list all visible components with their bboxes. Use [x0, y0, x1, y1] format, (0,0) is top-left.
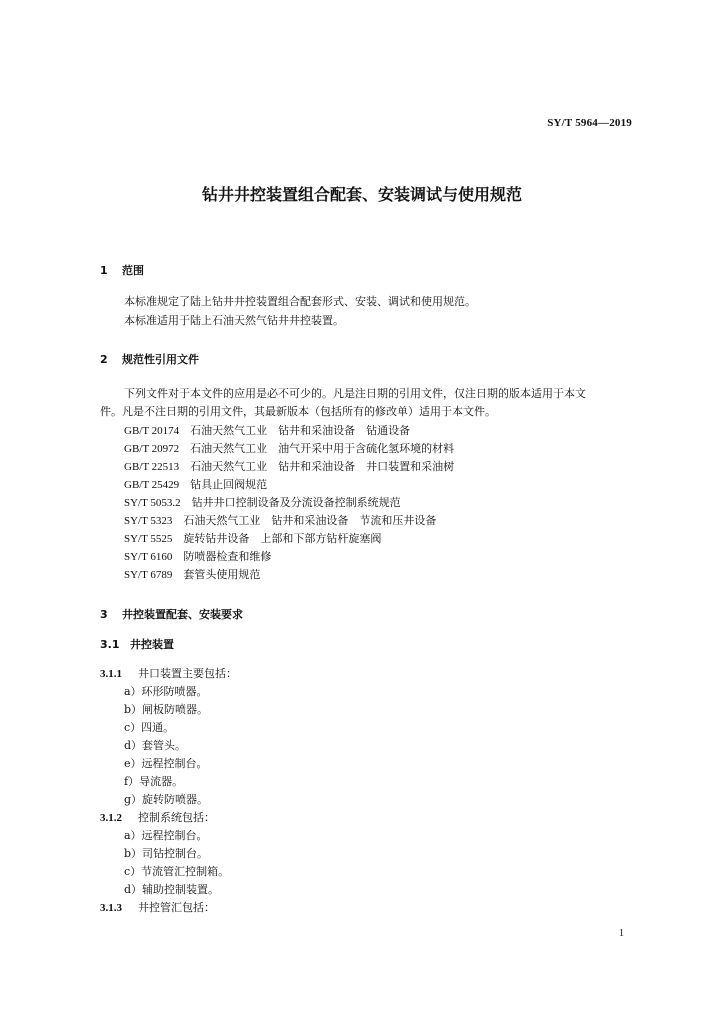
references-intro-line-2: 件。凡是不注日期的引用文件，其最新版本（包括所有的修改单）适用于本文件。	[100, 405, 496, 418]
subsection-title: 井控装置	[130, 638, 174, 651]
reference-item	[124, 494, 401, 510]
reference-title: 石油天然气工业 钻井和采油设备 节流和压井设备	[183, 514, 437, 527]
clause-text: 井控管汇包括：	[138, 901, 215, 914]
reference-title: 石油天然气工业 钻井和采油设备 井口装置和采油树	[190, 460, 455, 473]
reference-title: 套管头使用规范	[183, 568, 261, 581]
reference-title: 钻井井口控制设备及分流设备控制系统规范	[191, 496, 401, 509]
reference-code: SY/T 6160	[124, 551, 173, 563]
list-item: b）司钻控制台。	[124, 847, 209, 860]
list-item: a）远程控制台。	[124, 829, 208, 842]
page-number: 1	[619, 928, 624, 939]
reference-code: SY/T 6789	[124, 569, 173, 581]
reference-code: GB/T 20972	[124, 443, 180, 455]
document-title: 钻井井控装置组合配套、安装调试与使用规范	[201, 185, 522, 204]
section-3-heading	[100, 606, 243, 622]
reference-item	[124, 440, 454, 456]
reference-code: SY/T 5053.2	[124, 497, 181, 509]
section-title: 规范性引用文件	[122, 353, 199, 366]
clause-number: 3.1.3	[100, 902, 122, 914]
clause-3-1-1	[100, 665, 237, 681]
list-item: c）四通。	[124, 721, 175, 734]
list-item: f）导流器。	[124, 775, 184, 788]
clause-3-1-3	[100, 899, 215, 915]
standard-code: SY/T 5964—2019	[547, 117, 632, 129]
list-item: d）套管头。	[124, 739, 187, 752]
clause-number: 3.1.2	[100, 812, 122, 824]
clause-text: 井口装置主要包括：	[138, 667, 237, 680]
section-title: 井控装置配套、安装要求	[122, 608, 243, 621]
references-intro-line-1: 下列文件对于本文件的应用是必不可少的。凡是注日期的引用文件，仅注日期的版本适用于本文	[124, 387, 586, 400]
reference-code: GB/T 20174	[124, 425, 180, 437]
scope-paragraph-2: 本标准适用于陆上石油天然气钻井井控装置。	[124, 314, 344, 327]
reference-title: 防喷器检查和维修	[183, 550, 272, 563]
subsection-number: 3.1	[100, 638, 120, 651]
reference-item	[124, 476, 267, 492]
section-1-heading	[100, 262, 144, 278]
reference-title: 旋转钻井设备 上部和下部方钻杆旋塞阀	[183, 532, 382, 545]
section-title: 范围	[122, 264, 144, 277]
section-2-heading	[100, 351, 199, 367]
reference-item	[124, 566, 260, 582]
section-number: 2	[100, 353, 108, 366]
list-item: c）节流管汇控制箱。	[124, 865, 230, 878]
list-item: d）辅助控制装置。	[124, 883, 220, 896]
clause-text: 控制系统包括：	[138, 811, 215, 824]
list-item: b）闸板防喷器。	[124, 703, 209, 716]
list-item: g）旋转防喷器。	[124, 793, 209, 806]
reference-code: GB/T 22513	[124, 461, 180, 473]
reference-item	[124, 512, 436, 528]
section-number: 1	[100, 264, 108, 277]
subsection-3-1-heading	[100, 636, 174, 652]
reference-item	[124, 458, 454, 474]
reference-item	[124, 530, 381, 546]
reference-code: SY/T 5525	[124, 533, 173, 545]
reference-code: SY/T 5323	[124, 515, 173, 527]
scope-paragraph-1: 本标准规定了陆上钻井井控装置组合配套形式、安装、调试和使用规范。	[124, 295, 476, 308]
reference-title: 钻具止回阀规范	[190, 478, 268, 491]
list-item: e）远程控制台。	[124, 757, 208, 770]
list-item: a）环形防喷器。	[124, 685, 208, 698]
clause-number: 3.1.1	[100, 668, 122, 680]
section-number: 3	[100, 608, 108, 621]
clause-3-1-2	[100, 809, 215, 825]
reference-title: 石油天然气工业 钻井和采油设备 钻通设备	[190, 424, 411, 437]
reference-code: GB/T 25429	[124, 479, 180, 491]
reference-item	[124, 548, 271, 564]
reference-title: 石油天然气工业 油气开采中用于含硫化氢环境的材料	[190, 442, 455, 455]
reference-item	[124, 422, 410, 438]
